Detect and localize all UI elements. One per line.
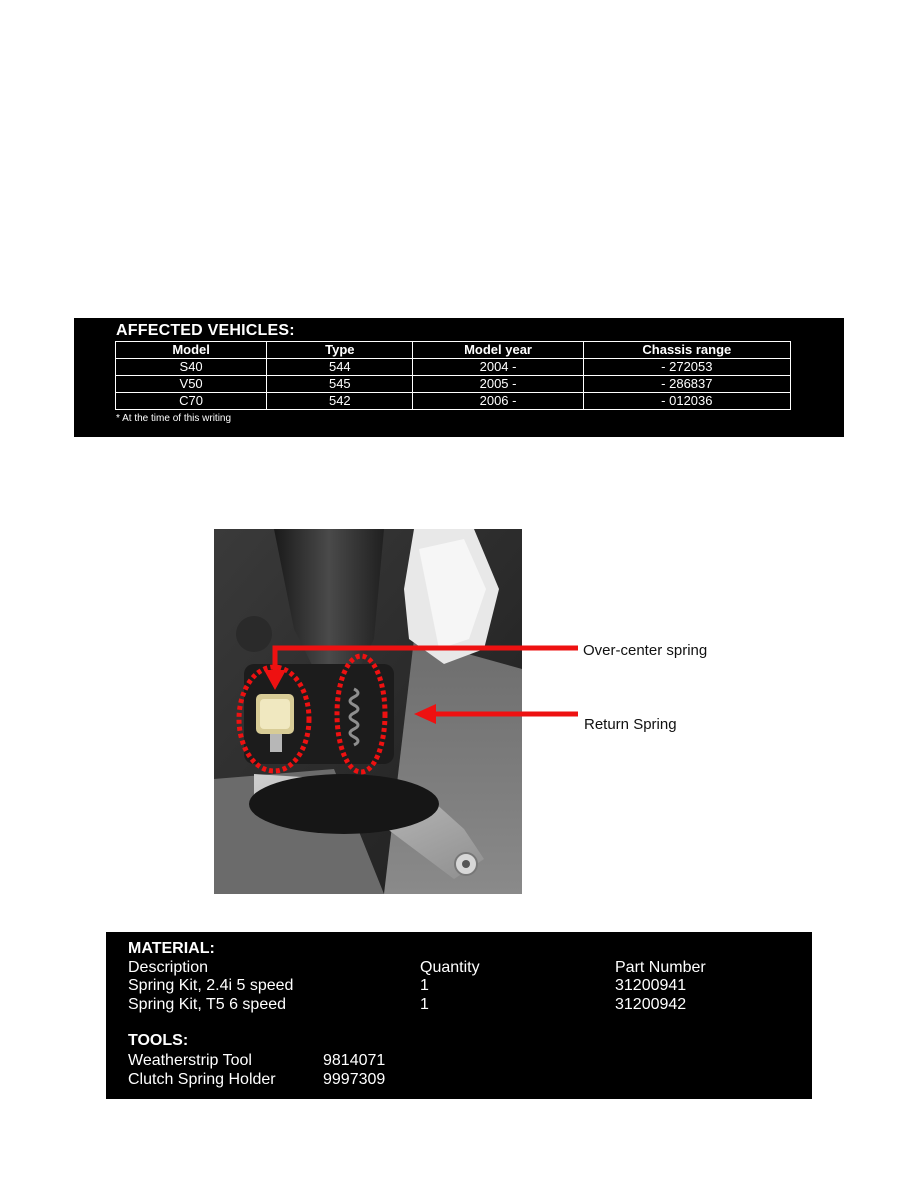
header-chassis-range: Chassis range xyxy=(583,342,790,359)
material-item-description: Spring Kit, T5 6 speed xyxy=(128,996,287,1013)
material-header-description: Description xyxy=(128,959,209,976)
material-item-description: Spring Kit, 2.4i 5 speed xyxy=(128,977,294,994)
cell-chassis-range: - 012036 xyxy=(583,393,790,410)
header-type: Type xyxy=(267,342,413,359)
cell-model: V50 xyxy=(116,376,267,393)
material-header-part-number: Part Number xyxy=(615,959,706,976)
return-spring-label: Return Spring xyxy=(584,716,677,733)
material-item-quantity: 1 xyxy=(420,977,429,994)
affected-vehicles-title: AFFECTED VEHICLES: xyxy=(116,322,295,339)
clutch-pedal-illustration xyxy=(214,529,522,894)
tool-number: 9814071 xyxy=(323,1052,386,1069)
material-header-quantity: Quantity xyxy=(420,959,480,976)
affected-vehicles-panel xyxy=(74,318,844,437)
cell-type: 544 xyxy=(267,359,413,376)
affected-footnote: * At the time of this writing xyxy=(116,413,232,424)
cell-chassis-range: - 286837 xyxy=(583,376,790,393)
clutch-pedal-photo xyxy=(214,529,522,894)
header-model-year: Model year xyxy=(413,342,583,359)
affected-vehicles-table xyxy=(115,341,791,410)
header-model: Model xyxy=(116,342,267,359)
cell-model-year: 2006 - xyxy=(413,393,583,410)
material-title: MATERIAL: xyxy=(128,940,215,957)
material-item-part-number: 31200942 xyxy=(615,996,687,1013)
tools-title: TOOLS: xyxy=(128,1032,189,1049)
over-center-spring-label: Over-center spring xyxy=(583,642,708,659)
cell-model-year: 2005 - xyxy=(413,376,583,393)
material-tools-panel xyxy=(106,932,812,1099)
cell-chassis-range: - 272053 xyxy=(583,359,790,376)
material-item-part-number: 31200941 xyxy=(615,977,687,994)
table-row xyxy=(116,376,791,393)
cell-model: S40 xyxy=(116,359,267,376)
cell-model: C70 xyxy=(116,393,267,410)
table-header-row xyxy=(116,342,791,359)
material-item-quantity: 1 xyxy=(420,996,429,1013)
tool-number: 9997309 xyxy=(323,1071,386,1088)
tool-name: Weatherstrip Tool xyxy=(128,1052,252,1069)
cell-model-year: 2004 - xyxy=(413,359,583,376)
table-row xyxy=(116,393,791,410)
cell-type: 542 xyxy=(267,393,413,410)
table-row xyxy=(116,359,791,376)
cell-type: 545 xyxy=(267,376,413,393)
tool-name: Clutch Spring Holder xyxy=(128,1071,276,1088)
